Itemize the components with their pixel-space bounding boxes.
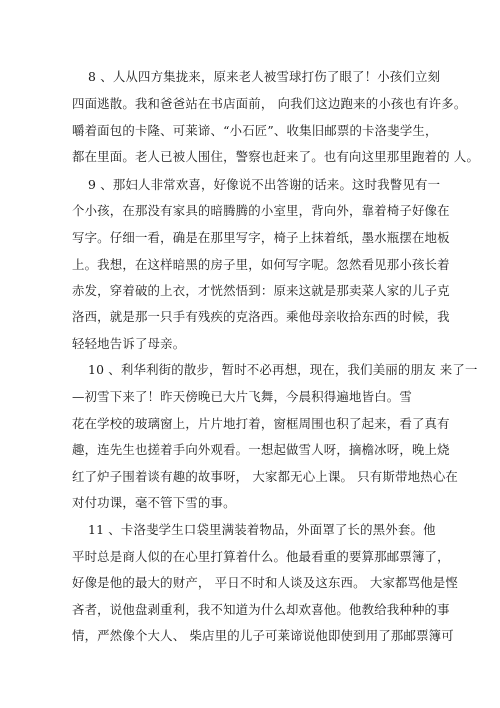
text-line: 上。我想，在这样暗黑的房子里，如何写字呢。忽然看见那小孩长着: [72, 257, 450, 272]
text-line: 四面逃散。我和爸爸站在书店面前， 向我们这边跑来的小孩也有许多。: [72, 96, 467, 111]
text-line: 平时总是商人似的在心里打算着什么。他最看重的要算那邮票簿了，: [72, 549, 450, 564]
text-line: 洛西，就是那一只手有残疾的克洛西。乘他母亲收拾东西的时候，我: [72, 309, 450, 324]
text-line: 9 、那妇人非常欢喜，好像说不出答谢的话来。这时我瞥见有一: [88, 177, 441, 192]
text-line: 赤发，穿着破的上衣，才恍然悟到：原来这就是那卖菜人家的儿子克: [72, 283, 450, 298]
text-line: 吝者，说他盘剥重利，我不知道为什么却欢喜他。他教给我种种的事: [72, 602, 450, 617]
text-line: 轻轻地告诉了母亲。: [72, 336, 186, 351]
text-line: 嚼着面包的卡隆、可莱谛、“小石匠”、收集旧邮票的卡洛斐学生，: [72, 123, 438, 138]
text-line: 都在里面。老人已被人围住，警察也赶来了。也有向这里那里跑着的 人。: [72, 149, 480, 164]
text-line: 好像是他的最大的财产， 平日不时和人谈及这东西。 大家都骂他是悭: [72, 575, 458, 590]
text-line: 10 、利华利街的散步，暂时不必再想，现在，我们美丽的朋友 来了一: [88, 362, 478, 377]
text-line: 对付功课，毫不管下雪的事。: [72, 495, 236, 510]
text-line: 情，严然像个大人、 柴店里的儿子可莱谛说他即使到用了那邮票簿可: [72, 628, 454, 643]
text-line: 8 、人从四方集拢来，原来老人被雪球打伤了眼了！小孩们立刻: [88, 69, 441, 84]
text-line: 个小孩，在那没有家具的暗腾腾的小室里，背向外，靠着椅子好像在: [72, 203, 450, 218]
text-line: —初雪下来了！昨天傍晚已大片飞舞，今晨积得遍地皆白。雪: [72, 389, 412, 404]
text-line: 11 、卡洛斐学生口袋里满装着物品，外面罩了长的黑外套。他: [88, 522, 436, 537]
text-line: 花在学校的玻璃窗上，片片地打着，窗框周围也积了起来，看了真有: [72, 416, 450, 431]
text-line: 红了炉子围着谈有趣的故事呀， 大家都无心上课。 只有斯带地热心在: [72, 469, 458, 484]
text-line: 趣，连先生也搓着手向外观看。一想起做雪人呀，摘檐冰呀，晚上烧: [72, 442, 450, 457]
text-line: 写字。仔细一看，确是在那里写字，椅子上抹着纸，墨水瓶摆在地板: [72, 230, 450, 245]
